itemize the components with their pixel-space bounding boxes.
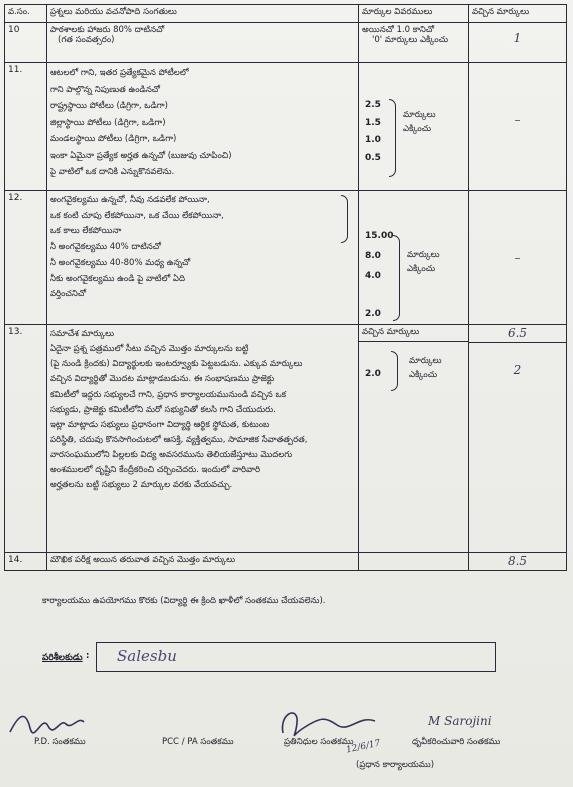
question-line: (పై నుండి క్రిందకు) విద్యార్థులకు ఇంటర్వ్యూకు పెట్టబడును. ఎక్కువ మార్కులు	[50, 359, 303, 370]
question-line: నీ అంగవైకల్యము 40-80% మధ్య ఉన్నచో	[50, 257, 191, 268]
brace	[389, 99, 396, 177]
marks-value: 4.0	[365, 271, 381, 281]
col-no-header: వ.సం.	[5, 5, 47, 23]
row-number: 11.	[5, 63, 47, 191]
awarded-mark: –	[469, 63, 567, 191]
question-line: పాఠశాలకు హాజరు 80% దాటినచో	[50, 25, 165, 35]
question-line: మండలస్థాయి పోటీలు (డిగ్రిగా, ఒడిగా)	[50, 134, 177, 145]
awarded-mark-top: 6.5	[469, 325, 566, 343]
table-row-14	[5, 553, 567, 571]
question-line: వారసంఘములోని పిల్లలకు విద్య అవసరమును తెలియజేస్తూటు మొదలగు	[50, 450, 293, 460]
row-question	[47, 553, 359, 571]
col-question-header: ప్రశ్నలు మరియు వచనోపాది సంగతులు	[47, 5, 359, 23]
table-header-row	[5, 5, 567, 23]
pd-signature-scrawl	[8, 708, 88, 738]
row-question	[47, 23, 359, 63]
row-marks-detail	[359, 23, 469, 63]
row-question	[47, 325, 359, 553]
verifier-signature-label: ధృవీకరించువారి సంతకము	[412, 737, 501, 747]
question-line: అంగవైకల్యము ఉన్నచో, నీవు నడవలేక పోయినా,	[50, 195, 210, 205]
signature-box	[96, 642, 496, 672]
brace	[393, 235, 400, 321]
question-line: గాని పాల్గొన్న నిపుణుత ఉండినచో	[50, 84, 160, 95]
row-question	[47, 63, 359, 191]
marks-value: 15.00	[365, 231, 394, 241]
marks-value: 2.0	[365, 309, 381, 319]
pd-signature-label: P.D. సంతకము	[34, 737, 86, 747]
signature-colon: :	[86, 651, 90, 661]
row-marks-detail	[359, 63, 469, 191]
marks-value: 2.0	[365, 369, 381, 379]
marks-value: 2.5	[365, 100, 381, 110]
section-title: సమాచేశ మార్కులు	[50, 329, 115, 339]
table-row-11	[5, 63, 567, 191]
marks-note: మార్కులు ఎక్కించు	[409, 356, 442, 380]
member-signature-label: ప్రతినిధుల సంతకము	[284, 737, 354, 747]
verifier-handwritten-name: M Sarojini	[428, 714, 492, 728]
date-handwritten: 12/6/17	[345, 738, 382, 756]
question-line: సభ్యుడు, ప్రాజెక్టు కమిటీలోని మరో సభ్యునితో కలసి గాని చేయుదురు.	[50, 404, 276, 415]
marks-note: మార్కులు ఎక్కించు	[403, 110, 436, 134]
awarded-mark: –	[469, 191, 567, 325]
question-line: మౌఖిక పరీక్ష అయిన తరువాత వచ్చిన మొత్తం మార్కులు	[50, 555, 236, 565]
marks-table	[4, 4, 567, 571]
row-number: 14.	[5, 553, 47, 571]
marks-value: 1.5	[365, 117, 381, 128]
row-marks-detail	[359, 553, 469, 571]
marks-value: 1.0	[365, 135, 381, 146]
question-line: ఆటలలో గాని, ఇతర ప్రత్యేకమైన పోటీలలో	[50, 68, 189, 78]
table-row-10	[5, 23, 567, 63]
pcc-signature-label: PCC / PA సంతకము	[162, 737, 234, 747]
marks-value: 8.0	[365, 251, 381, 261]
table-row-12	[5, 191, 567, 325]
row-marks-detail	[359, 325, 469, 553]
marks-line: '0' మార్కులు ఎక్కించు	[372, 35, 449, 46]
question-line: రాష్ట్రస్థాయి పోటీలు (డిగ్రిగా, ఒడిగా)	[50, 101, 168, 112]
question-line: ఒక కంటి చూపు లేకపోయినా, ఒక చేయి లేకపోయినా,	[50, 210, 224, 221]
col-marks-detail-header: మార్కుల వివరములు	[359, 5, 469, 23]
brace	[391, 351, 398, 391]
row-number: 13.	[5, 325, 47, 553]
brace	[341, 195, 348, 243]
question-line: ఇంకా ఏమైనా ప్రత్యేక అర్హత ఉన్నచో (బుజువు చూపించి)	[50, 150, 232, 161]
col-awarded-header: వచ్చిన మార్కులు	[469, 5, 567, 23]
marks-note: మార్కులు ఎక్కించు	[407, 250, 440, 274]
question-line: జిల్లాస్థాయి పోటీలు (డిగ్రిగా, ఒడిగా)	[50, 117, 166, 128]
awarded-mark: 1	[469, 23, 567, 63]
question-line: (గత సంవత్సరం)	[58, 35, 115, 46]
marks-line: అయినచో 1.0 కానిచో	[362, 25, 435, 35]
question-line: ఒక కాలు లేకపోయినా	[50, 226, 122, 237]
table-row-13	[5, 325, 567, 553]
question-line: నీకు అంగవైకల్యము ఉండి పై వాటిలో ఏది	[50, 273, 185, 284]
member-office-label: (ప్రధాన కార్యాలయము)	[356, 760, 435, 770]
question-line: అర్హతలను బట్టి సభ్యులు 2 మార్కుల వరకు వేయవచ్చు.	[50, 480, 233, 491]
question-line: ఏదైనా ప్రశ్న పత్రములో సీటు వచ్చిన మొత్తం మార్కులను బట్టి	[50, 344, 249, 355]
row-marks-detail	[359, 191, 469, 325]
question-line: పై వాటిలో ఒక దానికి ఎన్నుకొనవలెను.	[50, 167, 175, 178]
question-line: వచ్చిన విద్యార్థితో మొదట మాట్లాడబడును. ఈ సంభాషణము ప్రాజెక్టు	[50, 374, 275, 385]
observer-signature: Salesbu	[117, 647, 177, 665]
question-line: పరిస్థితి, చదువు కొనసాగించుటలో ఆసక్తి, వ్యక్తిత్వము, సామాజిక సేవాతత్పరత,	[50, 434, 308, 445]
question-line: ఇట్లా మాట్లాడు సభ్యులు ప్రధానంగా విద్యార్థి ఆర్థిక స్థోమత, కుటుంబ	[50, 419, 270, 430]
office-use-note: కార్యాలయము ఉపయోగము కొరకు (విద్యార్థి ఈ క్రింది ఖాళీలో సంతకము చేయవలెను).	[42, 596, 326, 606]
question-line: నీ అంగవైకల్యము 40% దాటినచో	[50, 242, 161, 253]
question-line: కమిటీలో ఇద్దరు సభ్యులచే గాని, ప్రధాన కార్యాలయమునుండి వచ్చిన ఒక	[50, 389, 287, 400]
signature-label: పరిశీలకుడు	[42, 653, 83, 663]
question-line: వర్తించనిచో	[50, 289, 86, 300]
question-line: అంశములలో దృష్టిని కేంద్రీకరించి చర్చించెదరు. ఇందులో వారివారి	[50, 465, 261, 476]
row-number: 12.	[5, 191, 47, 325]
marks-value: 0.5	[365, 152, 381, 163]
awarded-total: 8.5	[469, 553, 567, 571]
marks-heading: వచ్చిన మార్కులు	[359, 325, 468, 342]
row-number: 10	[5, 23, 47, 63]
awarded-cell	[469, 325, 567, 553]
awarded-mark: 2	[513, 363, 522, 377]
row-question	[47, 191, 359, 325]
